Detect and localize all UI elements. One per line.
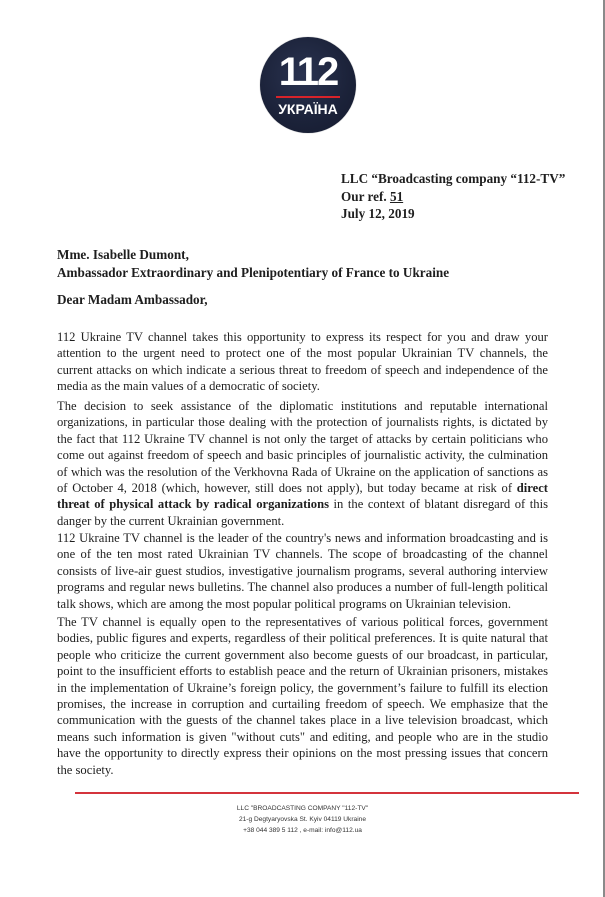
reference-line	[341, 188, 565, 206]
sender-company: LLC “Broadcasting company “112-TV”	[341, 171, 566, 186]
logo-word: УКРАЇНА	[278, 101, 338, 117]
paragraph-2-end: in the context of blatant disregard of this danger by the current Ukrainian government.	[57, 497, 548, 528]
recipient-title: Ambassador Extraordinary and Plenipotentiary of France to Ukraine	[57, 264, 450, 280]
footer-address: 21-g Degtyaryovska St. Kyiv 04119 Ukraine	[238, 816, 367, 823]
salutation: Dear Madam Ambassador,	[57, 292, 208, 307]
footer-divider	[75, 792, 579, 794]
paragraph-2-emphasis: direct threat of physical attack by radical organizations	[57, 481, 548, 512]
letterhead-footer	[0, 803, 605, 836]
paragraph-2-start: The decision to seek assistance of the diplomatic institutions and reputable international organizations, in particular those dealing with the protection of journalists rights, is dictated by the fact that 112 Ukraine TV channel is not only the target of attacks by certain politicians who come out against freedom of speech and basic principles of journalistic activity, the culmination of which was the resolution of the Verkhovna Rada of Ukraine on the application of sanctions as of October 4, 2018 (which, however, still does not apply), but today became at risk of	[57, 399, 548, 496]
paragraph-3: 112 Ukraine TV channel is the leader of the country's news and information broadcasting and is one of the ten most rated Ukrainian TV channels. The scope of broadcasting of the channel consists of live-air guest studios, investigative journalism programs, several authoring interview programs and regular news bulletins. The channel also produces a number of full-length political talk shows, which are among the most popular political programs on Ukrainian television.	[57, 531, 548, 611]
logo-number: 112	[278, 50, 338, 94]
letter-date: July 12, 2019	[341, 206, 415, 221]
recipient-name: Mme. Isabelle Dumont,	[57, 247, 189, 262]
channel-logo	[260, 37, 356, 133]
reference-label: Our ref.	[341, 188, 390, 204]
sender-block	[341, 170, 565, 223]
paragraph-2	[57, 398, 548, 529]
recipient-block	[57, 246, 449, 281]
reference-number: 51	[389, 188, 404, 204]
footer-company: LLC "BROADCASTING COMPANY "112-TV"	[236, 805, 369, 812]
footer-contact: +38 044 389 5 112 , e-mail: info@112.ua	[243, 827, 362, 834]
paragraph-4: The TV channel is equally open to the representatives of various political forces, government bodies, public figures and experts, regardless of their political preferences. It is quite natural that people who criticize the current government also become guests of our broadcast, in particular, point to the insufficient efforts to establish peace and the return of Ukrainian prisoners, mistakes in the implementation of Ukraine’s foreign policy, the government’s failure to fulfill its election promises, the increase in corruption and curtailing freedom of speech. We emphasize that the communication with the guests of the channel takes place in a live television broadcast, which means such information is given "without cuts" and editing, and people who are in the studio have the opportunity to directly express their opinions on the most pressing issues that concern the society.	[57, 615, 548, 777]
logo-red-bar	[276, 96, 340, 98]
paragraph-1: 112 Ukraine TV channel takes this opportunity to express its respect for you and draw your attention to the urgent need to protect one of the most popular Ukrainian TV channels, the current attacks on which indicate a serious threat to freedom of speech and independence of the media as the main values of a democratic of society.	[57, 330, 548, 394]
